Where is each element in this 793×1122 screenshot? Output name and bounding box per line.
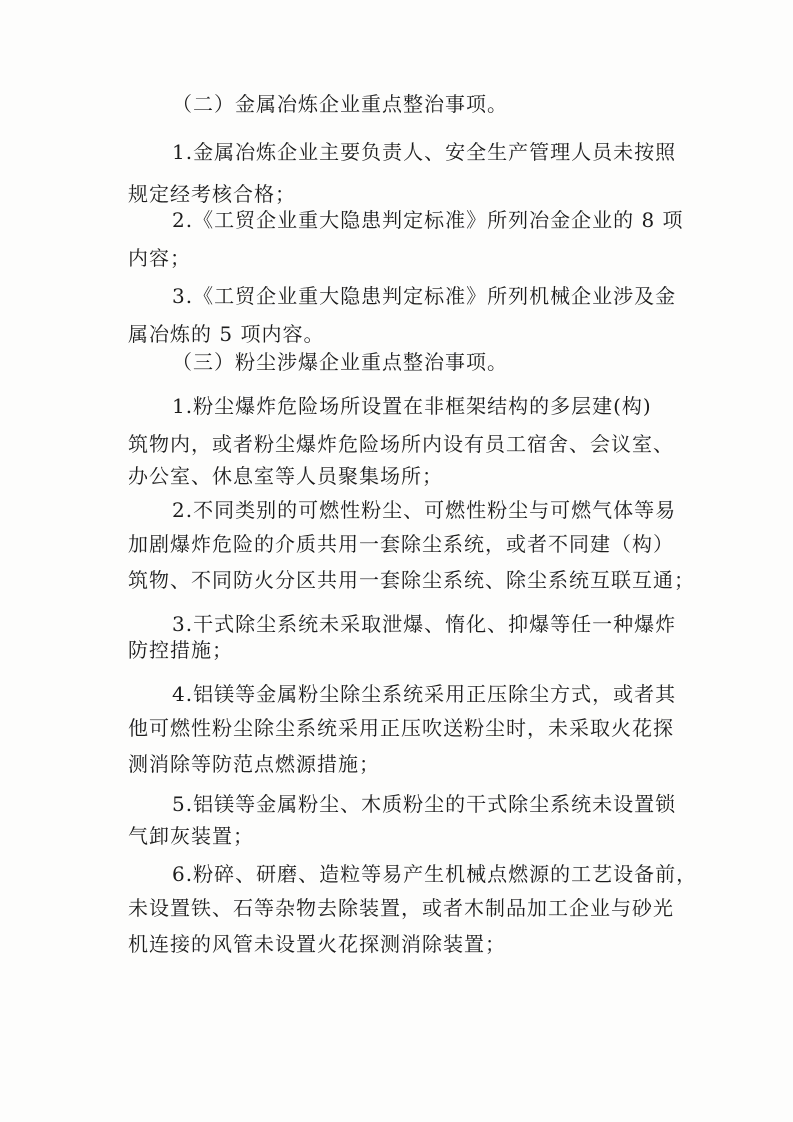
text-line: 办公室、休息室等人员聚集场所；: [128, 464, 443, 488]
text-line: 他可燃性粉尘除尘系统采用正压吹送粉尘时，未采取火花探: [128, 716, 674, 740]
text-line: 内容；: [128, 246, 191, 270]
text-line: 加剧爆炸危险的介质共用一套除尘系统，或者不同建（构）: [128, 532, 674, 556]
text-line: 6.粉碎、研磨、造粒等易产生机械点燃源的工艺设备前，: [172, 862, 698, 886]
text-line: 属冶炼的 5 项内容。: [128, 322, 325, 346]
section-heading: （二）金属冶炼企业重点整治事项。: [172, 92, 508, 116]
text-line: 防控措施；: [128, 638, 233, 662]
text-line: 1.金属冶炼企业主要负责人、安全生产管理人员未按照: [172, 140, 677, 164]
text-line: 测消除等防范点燃源措施；: [128, 752, 380, 776]
text-line: 2.不同类别的可燃性粉尘、可燃性粉尘与可燃气体等易: [172, 498, 677, 522]
text-line: 4.铝镁等金属粉尘除尘系统采用正压除尘方式，或者其: [172, 682, 677, 706]
text-line: 筑物、不同防火分区共用一套除尘系统、除尘系统互联互通；: [128, 568, 695, 592]
text-line: 未设置铁、石等杂物去除装置，或者木制品加工企业与砂光: [128, 896, 674, 920]
text-line: 3.干式除尘系统未采取泄爆、惰化、抑爆等任一种爆炸: [172, 612, 677, 636]
text-line: 筑物内，或者粉尘爆炸危险场所内设有员工宿舍、会议室、: [128, 432, 674, 456]
section-heading: （三）粉尘涉爆企业重点整治事项。: [172, 350, 508, 374]
text-line: 2.《工贸企业重大隐患判定标准》所列冶金企业的 8 项: [172, 208, 684, 232]
text-line: 气卸灰装置；: [128, 824, 254, 848]
text-line: 1.粉尘爆炸危险场所设置在非框架结构的多层建(构): [172, 394, 652, 418]
text-line: 机连接的风管未设置火花探测消除装置；: [128, 932, 506, 956]
text-line: 规定经考核合格；: [128, 182, 296, 206]
text-line: 5.铝镁等金属粉尘、木质粉尘的干式除尘系统未设置锁: [172, 792, 677, 816]
text-line: 3.《工贸企业重大隐患判定标准》所列机械企业涉及金: [172, 284, 677, 308]
